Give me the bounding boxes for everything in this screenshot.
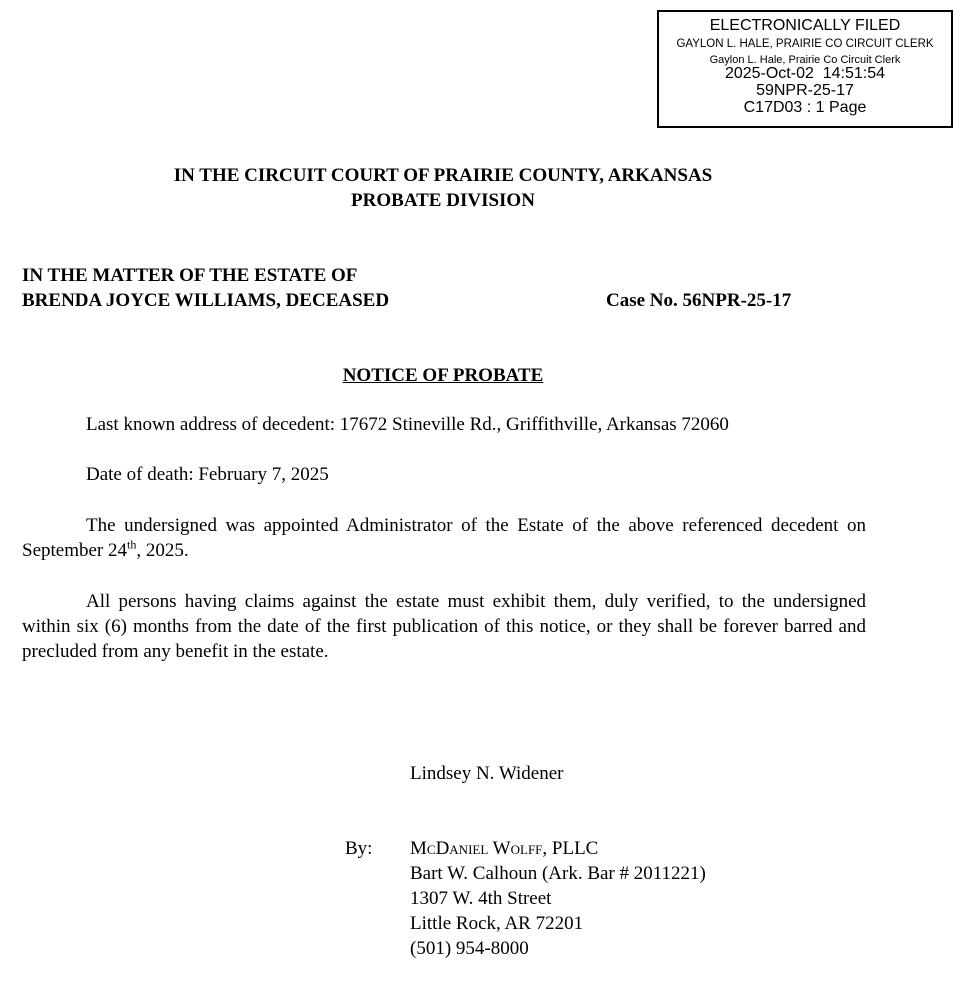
claims-paragraph: All persons having claims against the estate must exhibit them, duly verified, to the undersigned within six (6) months from the date of the first publication of this notice, or they shall be forever barred and precluded from any benefit in the estate.	[22, 591, 866, 662]
appointment-suffix: th	[127, 537, 137, 552]
law-firm-name: McDaniel Wolff, PLLC	[410, 838, 599, 859]
stamp-clerk: Gaylon L. Hale, Prairie Co Circuit Clerk	[709, 53, 901, 66]
administrator-name: Lindsey N. Widener	[410, 763, 564, 784]
court-name: IN THE CIRCUIT COURT OF PRAIRIE COUNTY, ARKANSAS	[173, 165, 713, 186]
stamp-status: ELECTRONICALLY FILED	[709, 17, 901, 34]
stamp-case-number: 59NPR-25-17	[756, 82, 854, 100]
appointment-paragraph	[22, 513, 866, 563]
court-division: PROBATE DIVISION	[351, 190, 535, 211]
date-of-death: Date of death: February 7, 2025	[86, 464, 329, 485]
firm-street: 1307 W. 4th Street	[410, 888, 552, 909]
firm-city: Little Rock, AR 72201	[410, 913, 584, 934]
caption-line-2: BRENDA JOYCE WILLIAMS, DECEASED	[22, 290, 390, 311]
attorney-name: Bart W. Calhoun (Ark. Bar # 2011221)	[410, 863, 706, 884]
case-number: Case No. 56NPR-25-17	[606, 290, 792, 311]
notice-title: NOTICE OF PROBATE	[342, 365, 544, 386]
decedent-address: Last known address of decedent: 17672 Stineville Rd., Griffithville, Arkansas 72060	[86, 414, 729, 435]
appointment-text: The undersigned was appointed Administrator of the Estate of the above referenced decedent on September 24	[22, 515, 866, 561]
filing-stamp	[657, 10, 953, 128]
stamp-pages: C17D03 : 1 Page	[743, 99, 867, 116]
firm-phone: (501) 954-8000	[410, 938, 529, 959]
by-label: By:	[345, 838, 373, 859]
stamp-clerk-upper: GAYLON L. HALE, PRAIRIE CO CIRCUIT CLERK	[676, 37, 934, 50]
caption-line-1: IN THE MATTER OF THE ESTATE OF	[22, 265, 358, 286]
appointment-year: , 2025.	[136, 540, 189, 561]
stamp-datetime: 2025-Oct-02 14:51:54	[724, 65, 886, 83]
